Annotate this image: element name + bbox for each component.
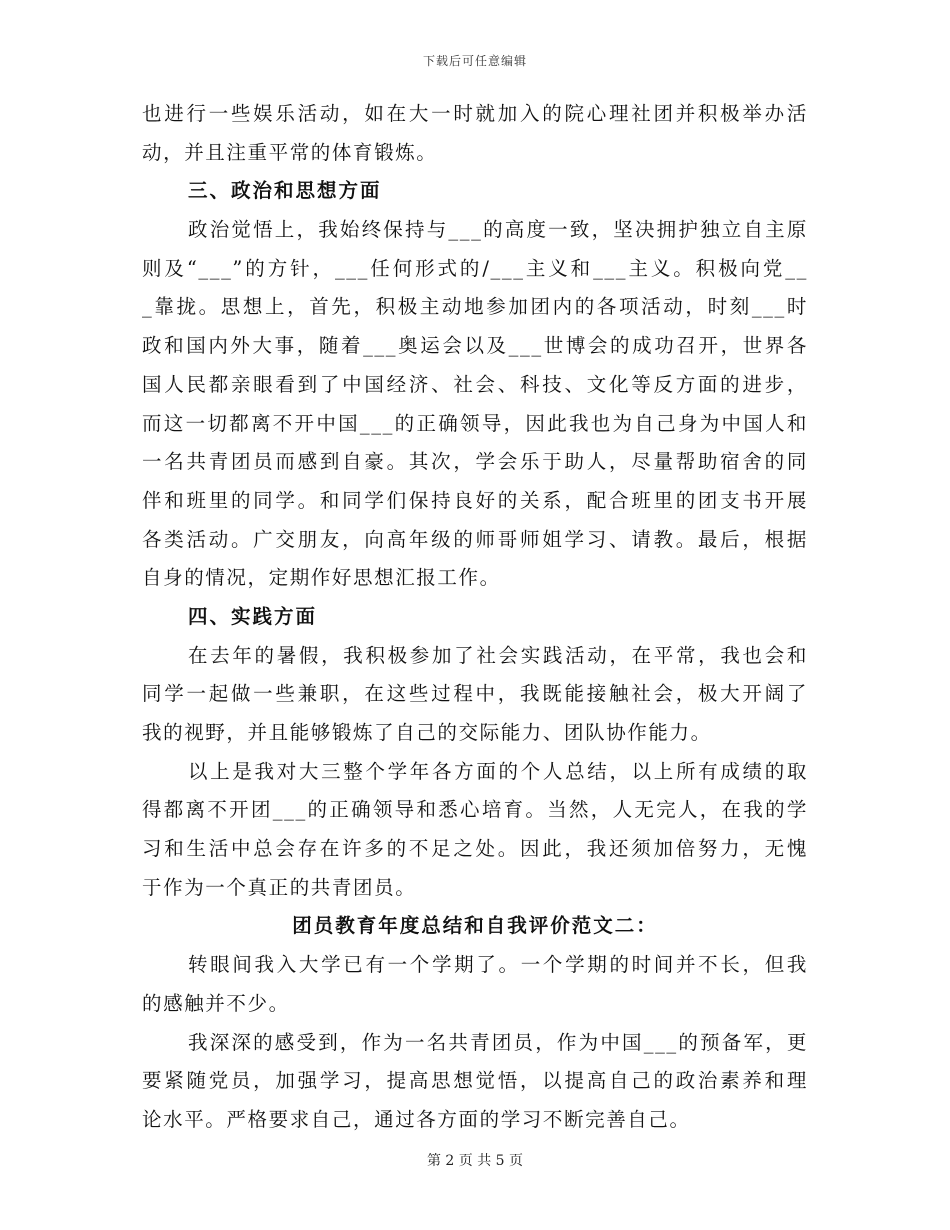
text-line: 自身的情况，定期作好思想汇报工作。 <box>142 566 501 590</box>
text-line: 论水平。严格要求自己，通过各方面的学习不断完善自己。 <box>142 1107 691 1131</box>
text-line: 伴和班里的同学。和同学们保持良好的关系，配合班里的团支书开展 <box>142 488 808 512</box>
text-line: 动，并且注重平常的体育锻炼。 <box>142 140 438 164</box>
text-line: 则及“___”的方针，___任何形式的/___主义和___主义。积极向党__ <box>142 256 808 280</box>
section-heading-politics: 三、政治和思想方面 <box>188 179 382 203</box>
page-number-indicator: 第 2 页 共 5 页 <box>426 1153 524 1169</box>
text-line: 而这一切都离不开中国___的正确领导，因此我也为自己身为中国人和 <box>142 411 808 435</box>
text-line: 的感触并不少。 <box>142 991 290 1015</box>
text-line: 也进行一些娱乐活动，如在大一时就加入的院心理社团并积极举办活 <box>142 102 808 125</box>
text-line: 政治觉悟上，我始终保持与___的高度一致，坚决拥护独立自主原 <box>188 218 808 242</box>
text-line: 我的视野，并且能够锻炼了自己的交际能力、团队协作能力。 <box>142 721 712 744</box>
text-line: _靠拢。思想上，首先，积极主动地参加团内的各项活动，时刻___时 <box>142 295 808 319</box>
text-line: 得都离不开团___的正确领导和悉心培育。当然，人无完人，在我的学 <box>142 798 808 822</box>
text-line: 一名共青团员而感到自豪。其次，学会乐于助人，尽量帮助宿舍的同 <box>142 450 808 474</box>
article-title-two: 团员教育年度总结和自我评价范文二： <box>292 914 658 938</box>
text-line: 以上是我对大三整个学年各方面的个人总结，以上所有成绩的取 <box>188 759 808 783</box>
text-line: 国人民都亲眼看到了中国经济、社会、科技、文化等反方面的进步， <box>142 372 808 396</box>
text-line: 转眼间我入大学已有一个学期了。一个学期的时间并不长，但我 <box>188 953 808 977</box>
text-line: 各类活动。广交朋友，向高年级的师哥师姐学习、请教。最后，根据 <box>142 527 808 551</box>
text-line: 同学一起做一些兼职，在这些过程中，我既能接触社会，极大开阔了 <box>142 682 808 706</box>
text-line: 政和国内外大事，随着___奥运会以及___世博会的成功召开，世界各 <box>142 334 808 358</box>
text-line: 我深深的感受到，作为一名共青团员，作为中国___的预备军，更 <box>188 1030 808 1054</box>
section-heading-practice: 四、实践方面 <box>188 604 318 628</box>
text-line: 在去年的暑假，我积极参加了社会实践活动，在平常，我也会和 <box>188 643 808 667</box>
text-line: 要紧随党员，加强学习，提高思想觉悟，以提高自己的政治素养和理 <box>142 1069 808 1093</box>
text-line: 于作为一个真正的共青团员。 <box>142 875 417 899</box>
document-body <box>142 95 808 1140</box>
text-line: 习和生活中总会存在许多的不足之处。因此，我还须加倍努力，无愧 <box>142 837 808 861</box>
page-header-note: 下载后可任意编辑 <box>422 54 527 68</box>
